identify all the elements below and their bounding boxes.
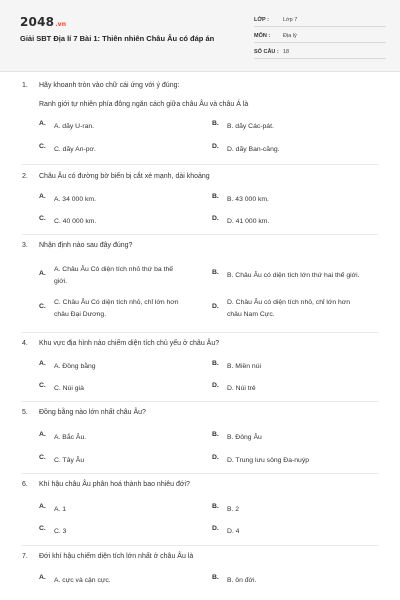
option-letter: A. [39,120,46,127]
option-c[interactable] [39,143,96,156]
option-text: B. 2 [227,506,240,513]
question-number: 1. [22,82,28,89]
option-c[interactable] [39,454,84,467]
question-number: 2. [22,173,28,180]
meta-label: SỐ CÂU : [254,49,279,55]
question-stem [22,481,190,488]
question-text: Nhận định nào sau đây đúng? [39,242,133,249]
question-divider [22,164,378,165]
option-a[interactable] [39,360,96,373]
option-b[interactable] [212,503,239,516]
option-text: D. Trung lưu sông Đa-nuýp [227,457,310,464]
option-letter: A. [39,193,46,200]
question-stem [22,409,146,416]
meta-row-count [254,46,386,59]
question-number: 3. [22,242,28,249]
option-a[interactable] [39,120,94,133]
option-d[interactable] [212,143,280,156]
question-text: Đới khí hậu chiếm diện tích lớn nhất ở châu Âu là [39,553,194,560]
meta-value: 18 [283,49,290,55]
option-text: B. Đông Âu [227,434,262,441]
option-letter: B. [212,269,219,276]
question-divider [22,473,378,474]
option-text-line2: giới. [54,278,68,285]
option-d[interactable] [212,215,269,228]
option-b[interactable] [212,269,387,282]
option-c[interactable] [39,382,84,395]
option-text: A. 34 000 km. [54,196,96,203]
question-text: Hãy khoanh tròn vào chữ cái ứng với ý đúng: [39,82,180,89]
option-letter: D. [212,303,219,310]
option-text-line2: châu Nam Cực. [227,311,275,318]
option-a[interactable] [39,574,111,587]
option-d[interactable] [212,297,387,321]
question-number: 4. [22,340,28,347]
option-text-line2: châu Đại Dương. [54,311,107,318]
option-a[interactable] [39,431,86,444]
option-text: D. 4 [227,528,240,535]
option-letter: B. [212,193,219,200]
meta-row-subject [254,30,386,43]
option-text: A. cực và cận cực. [54,577,111,584]
option-text: C. 40 000 km. [54,218,97,225]
question-stem [22,173,210,180]
option-letter: B. [212,120,219,127]
question-stem [22,82,179,89]
option-d[interactable] [212,525,239,538]
question-stem [22,553,193,560]
meta-label: MÔN : [254,33,271,39]
option-text: C. 3 [54,528,67,535]
option-text: B. Miền núi [227,363,262,370]
option-letter: D. [212,382,219,389]
question-subtext: Ranh giới tự nhiên phía đông ngăn cách giữa châu Âu và châu Á là [39,101,249,108]
meta-row-grade [254,14,386,27]
option-text-line1: C. Châu Âu Có diện tích nhỏ, chỉ lớn hơn [54,299,179,306]
logo-text: 2048 [20,15,55,29]
meta-label: LỚP : [254,17,269,23]
question-stem [22,242,132,249]
option-letter: D. [212,525,219,532]
option-b[interactable] [212,193,269,206]
option-a[interactable] [39,193,96,206]
option-c[interactable] [39,525,66,538]
option-b[interactable] [212,120,274,133]
option-letter: C. [39,303,46,310]
page-header [0,0,400,72]
option-letter: B. [212,574,219,581]
option-b[interactable] [212,574,256,587]
option-text: C. Tây Âu [54,457,85,464]
option-c[interactable] [39,297,209,321]
question-divider [22,401,378,402]
question-divider [22,332,378,333]
option-text: B. dãy Các-pát. [227,123,274,130]
option-letter: A. [39,360,46,367]
option-letter: A. [39,574,46,581]
option-text: D. dãy Ban-căng. [227,146,280,153]
logo-suffix: .vn [55,21,67,28]
option-letter: D. [212,143,219,150]
option-text: A. 1 [54,506,67,513]
option-c[interactable] [39,215,96,228]
option-d[interactable] [212,454,309,467]
option-text: D. 41 000 km. [227,218,270,225]
option-letter: D. [212,215,219,222]
question-stem [22,340,219,347]
option-text: C. dãy An-pơ. [54,146,96,153]
option-letter: B. [212,360,219,367]
option-text-line1: A. Châu Âu Có diện tích nhỏ thứ ba thế [54,266,174,273]
meta-value: Địa lý [283,33,297,39]
option-a[interactable] [39,264,209,288]
option-d[interactable] [212,382,256,395]
option-letter: C. [39,215,46,222]
question-text: Khu vực địa hình nào chiếm diện tích chủ yếu ở châu Âu? [39,340,220,347]
question-divider [22,545,378,546]
option-letter: A. [39,270,46,277]
option-letter: B. [212,503,219,510]
question-number: 6. [22,481,28,488]
question-divider [22,234,378,235]
option-letter: C. [39,525,46,532]
option-text-line1: D. Châu Âu có diện tích nhỏ, chỉ lớn hơn [227,299,351,306]
option-text: A. Bắc Âu. [54,434,87,441]
option-letter: C. [39,143,46,150]
page-title: Giải SBT Địa lí 7 Bài 1: Thiên nhiên Châu Âu có đáp án [20,34,215,43]
meta-value: Lớp 7 [283,17,298,23]
question-text: Khí hậu châu Âu phân hoá thành bao nhiêu đới? [39,481,190,488]
meta-info [254,14,386,62]
option-letter: A. [39,503,46,510]
option-text: A. dãy U-ran. [54,123,95,130]
option-b[interactable] [212,360,261,373]
question-text: Đồng bằng nào lớn nhất châu Âu? [39,409,146,416]
question-text: Châu Âu có đường bờ biển bị cắt xẻ mạnh, dài khoảng [39,173,210,180]
question-number: 7. [22,553,28,560]
option-letter: C. [39,454,46,461]
option-letter: C. [39,382,46,389]
option-letter: B. [212,431,219,438]
site-logo[interactable] [20,15,66,29]
option-text: C. Núi già [54,385,84,392]
option-b[interactable] [212,431,262,444]
question-number: 5. [22,409,28,416]
option-a[interactable] [39,503,66,516]
option-letter: D. [212,454,219,461]
option-text: D. Núi trẻ [227,385,256,392]
option-text: B. ôn đới. [227,577,257,584]
option-letter: A. [39,431,46,438]
option-text: A. Đồng bằng [54,363,96,370]
option-text: B. Châu Âu có diện tích lớn thứ hai thế giới. [227,272,360,279]
option-text: B. 43 000 km. [227,196,269,203]
